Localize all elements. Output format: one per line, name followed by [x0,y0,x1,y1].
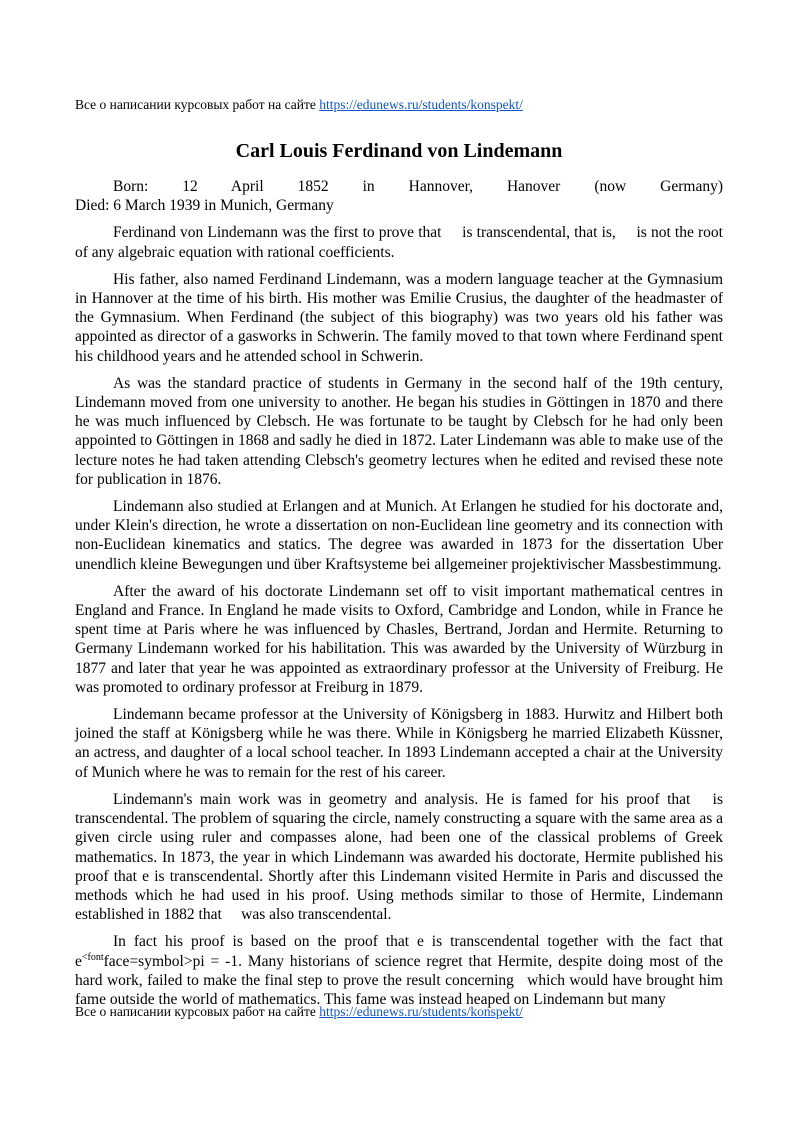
paragraph-goettingen: As was the standard practice of students in Germany in the second half of the 19th century, Lindemann moved from one university to another. He began his studies in Göttingen in 1870 and there he was much influenced by Clebsch. He was fortunate to be taught by Clebsch for he had only been appointed to Göttingen in 1868 and sadly he died in 1872. Later Lindemann was able to make use of the lecture notes he had taken attending Clebsch's geometry lectures when he edited and revised these note for publication in 1876. [75,374,723,488]
paragraph-doctorate-travels: After the award of his doctorate Lindemann set off to visit important mathematical centres in England and France. In England he made visits to Oxford, Cambridge and London, while in France he spent time at Paris where he was influenced by Chasles, Bertrand, Jordan and Hermite. Returning to Germany Lindemann worked for his habilitation. This was awarded by the University of Würzburg in 1877 and later that year he was appointed as extraordinary professor at the University of Freiburg. He was promoted to ordinary professor at Freiburg in 1879. [75,582,723,696]
footer-note [75,1003,723,1020]
born-died-paragraph [75,177,723,215]
paragraph-father: His father, also named Ferdinand Lindemann, was a modern language teacher at the Gymnasium in Hannover at the time of his birth. His mother was Emilie Crusius, the daughter of the headmaster of the Gymnasium. When Ferdinand (the subject of this biography) was two years old his father was appointed as director of a gasworks in Schwerin. The family moved to that town where Ferdinand spent his childhood years and he attended school in Schwerin. [75,270,723,365]
born-line: Born: 12 April 1852 in Hannover, Hanover (now Germany) [113,178,723,195]
paragraph-transcendental-intro: Ferdinand von Lindemann was the first to prove that is transcendental, that is, is not the root of any algebraic equation with rational coefficients. [75,224,723,261]
leaked-font-tag-superscript: <font [81,951,104,963]
header-note-text: Все о написании курсовых работ на сайте [75,97,320,112]
paragraph-main-work: Lindemann's main work was in geometry and analysis. He is famed for his proof that is transcendental. The problem of squaring the circle, namely constructing a square with the same area as a given circle using ruler and compasses alone, had been one of the classical problems of Greek mathematics. In 1873, the year in which Lindemann was awarded his doctorate, Hermite published his proof that e is transcendental. Shortly after this Lindemann visited Hermite in Paris and discussed the methods which he had used in his proof. Using methods similar to those of Hermite, Lindemann established in 1882 that was also transcendental. [75,790,723,924]
paragraph-erlangen-munich: Lindemann also studied at Erlangen and at Munich. At Erlangen he studied for his doctorate and, under Klein's direction, he wrote a dissertation on non-Euclidean line geometry and its connection with non-Euclidean kinematics and statics. The degree was awarded in 1873 for the dissertation Uber unendlich kleine Bewegungen und über Kraftsysteme bei allgemeiner projektivischer Massbestimmung. [75,498,723,573]
header-note-link[interactable]: https://edunews.ru/students/konspekt/ [319,97,523,112]
footer-note-text: Все о написании курсовых работ на сайте [75,1004,320,1019]
footer-note-link[interactable]: https://edunews.ru/students/konspekt/ [319,1004,523,1019]
paragraph-proof-final [75,932,723,1009]
final-paragraph-part2: face=symbol>pi = -1. Many historians of science regret that Hermite, despite doing most of the hard work, failed to make the final step to prove the result concerning which would have brought him fame outside the world of mathematics. This fame was instead heaped on Lindemann but many [75,952,723,1008]
final-paragraph-part1: In fact his proof is based on the proof that e is transcendental together with the fact that e [75,933,723,970]
paragraph-koenigsberg: Lindemann became professor at the University of Königsberg in 1883. Hurwitz and Hilbert both joined the staff at Königsberg while he was there. While in Königsberg he married Elizabeth Küssner, an actress, and daughter of a local school teacher. In 1893 Lindemann accepted a chair at the University of Munich where he was to remain for the rest of his career. [75,706,723,781]
died-line: Died: 6 March 1939 in Munich, Germany [75,197,334,215]
header-note [75,96,723,113]
page-title: Carl Louis Ferdinand von Lindemann [235,140,563,162]
